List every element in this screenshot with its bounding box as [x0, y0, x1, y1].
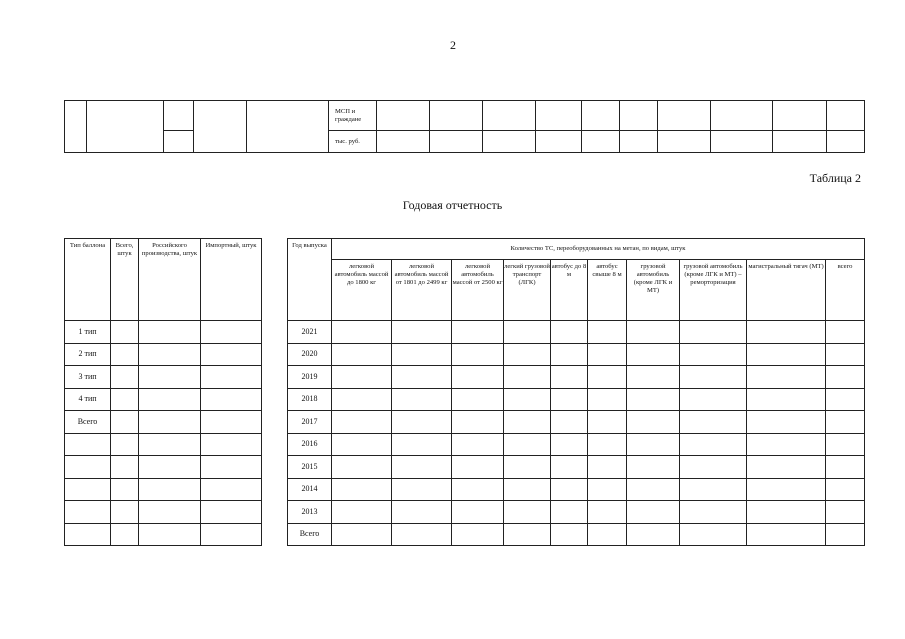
- table-row: [288, 433, 865, 456]
- col-header-vehicle-type: всего: [826, 260, 865, 321]
- row-label: 2 тип: [65, 343, 111, 366]
- top-cell: [87, 101, 164, 153]
- col-header-vehicle-type: легковой автомобиль массой от 2500 кг: [452, 260, 504, 321]
- col-header-vehicle-type: легковой автомобиль массой до 1800 кг: [332, 260, 392, 321]
- top-cell: [247, 101, 329, 153]
- top-cell: [164, 131, 194, 153]
- col-header-vehicle-type: магистральный тягач (МТ): [747, 260, 826, 321]
- top-cell: [194, 101, 247, 153]
- col-header-cylinder-type: Тип баллона: [65, 239, 111, 321]
- row-label: [65, 523, 111, 546]
- col-header-vehicle-type: грузовой автомобиль (кроме ЛГК и МТ) – реморторизация: [680, 260, 747, 321]
- col-header-year: Год выпуска: [288, 239, 332, 321]
- table-row: [65, 411, 262, 434]
- col-header-vehicle-type: автобус свыше 8 м: [588, 260, 627, 321]
- row-label: 3 тип: [65, 366, 111, 389]
- group-header: Количество ТС, переоборудованных на метан, по видам, штук: [332, 239, 865, 260]
- year-label: 2020: [288, 343, 332, 366]
- table-row: [65, 478, 262, 501]
- year-label: 2019: [288, 366, 332, 389]
- table-row: [288, 366, 865, 389]
- table-row: [288, 411, 865, 434]
- table-row: [288, 501, 865, 524]
- top-row1-label: МСП и граждане: [329, 101, 377, 131]
- year-label: 2016: [288, 433, 332, 456]
- table-row: [288, 478, 865, 501]
- table-row: [288, 388, 865, 411]
- table-row: [65, 366, 262, 389]
- table-row: [65, 343, 262, 366]
- table-row: [288, 456, 865, 479]
- row-label: 4 тип: [65, 388, 111, 411]
- year-label: 2014: [288, 478, 332, 501]
- cylinder-type-table: [64, 238, 262, 546]
- row-label: [65, 501, 111, 524]
- col-header-total: Всего, штук: [111, 239, 139, 321]
- page-number: 2: [450, 38, 456, 52]
- table-row: [65, 321, 262, 344]
- year-label: 2017: [288, 411, 332, 434]
- table-row: [288, 321, 865, 344]
- year-label: Всего: [288, 523, 332, 546]
- vehicle-count-table: [287, 238, 865, 546]
- row-label: [65, 456, 111, 479]
- year-label: 2015: [288, 456, 332, 479]
- row-label: [65, 433, 111, 456]
- page-title: Годовая отчетность: [402, 198, 503, 212]
- col-header-imported: Импортный, штук: [201, 239, 262, 321]
- col-header-vehicle-type: легкий грузовой транспорт (ЛГК): [504, 260, 551, 321]
- row-label: Всего: [65, 411, 111, 434]
- top-row2-label: тыс. руб.: [329, 131, 377, 153]
- table-row: [65, 501, 262, 524]
- year-label: 2018: [288, 388, 332, 411]
- row-label: [65, 478, 111, 501]
- col-header-russian: Российского производства, штук: [139, 239, 201, 321]
- top-table: [64, 100, 865, 153]
- table-row: [65, 388, 262, 411]
- table-row: [288, 523, 865, 546]
- year-label: 2021: [288, 321, 332, 344]
- top-cell: [164, 101, 194, 131]
- table-row: [65, 523, 262, 546]
- row-label: 1 тип: [65, 321, 111, 344]
- top-cell: [65, 101, 87, 153]
- table-row: [288, 343, 865, 366]
- year-label: 2013: [288, 501, 332, 524]
- col-header-vehicle-type: легковой автомобиль массой от 1801 до 2499 кг: [392, 260, 452, 321]
- col-header-vehicle-type: автобус до 8 м: [551, 260, 588, 321]
- table-row: [65, 456, 262, 479]
- table-label: Таблица 2: [809, 171, 861, 185]
- table-row: [65, 433, 262, 456]
- col-header-vehicle-type: грузовой автомобиль (кроме ЛГК и МТ): [627, 260, 680, 321]
